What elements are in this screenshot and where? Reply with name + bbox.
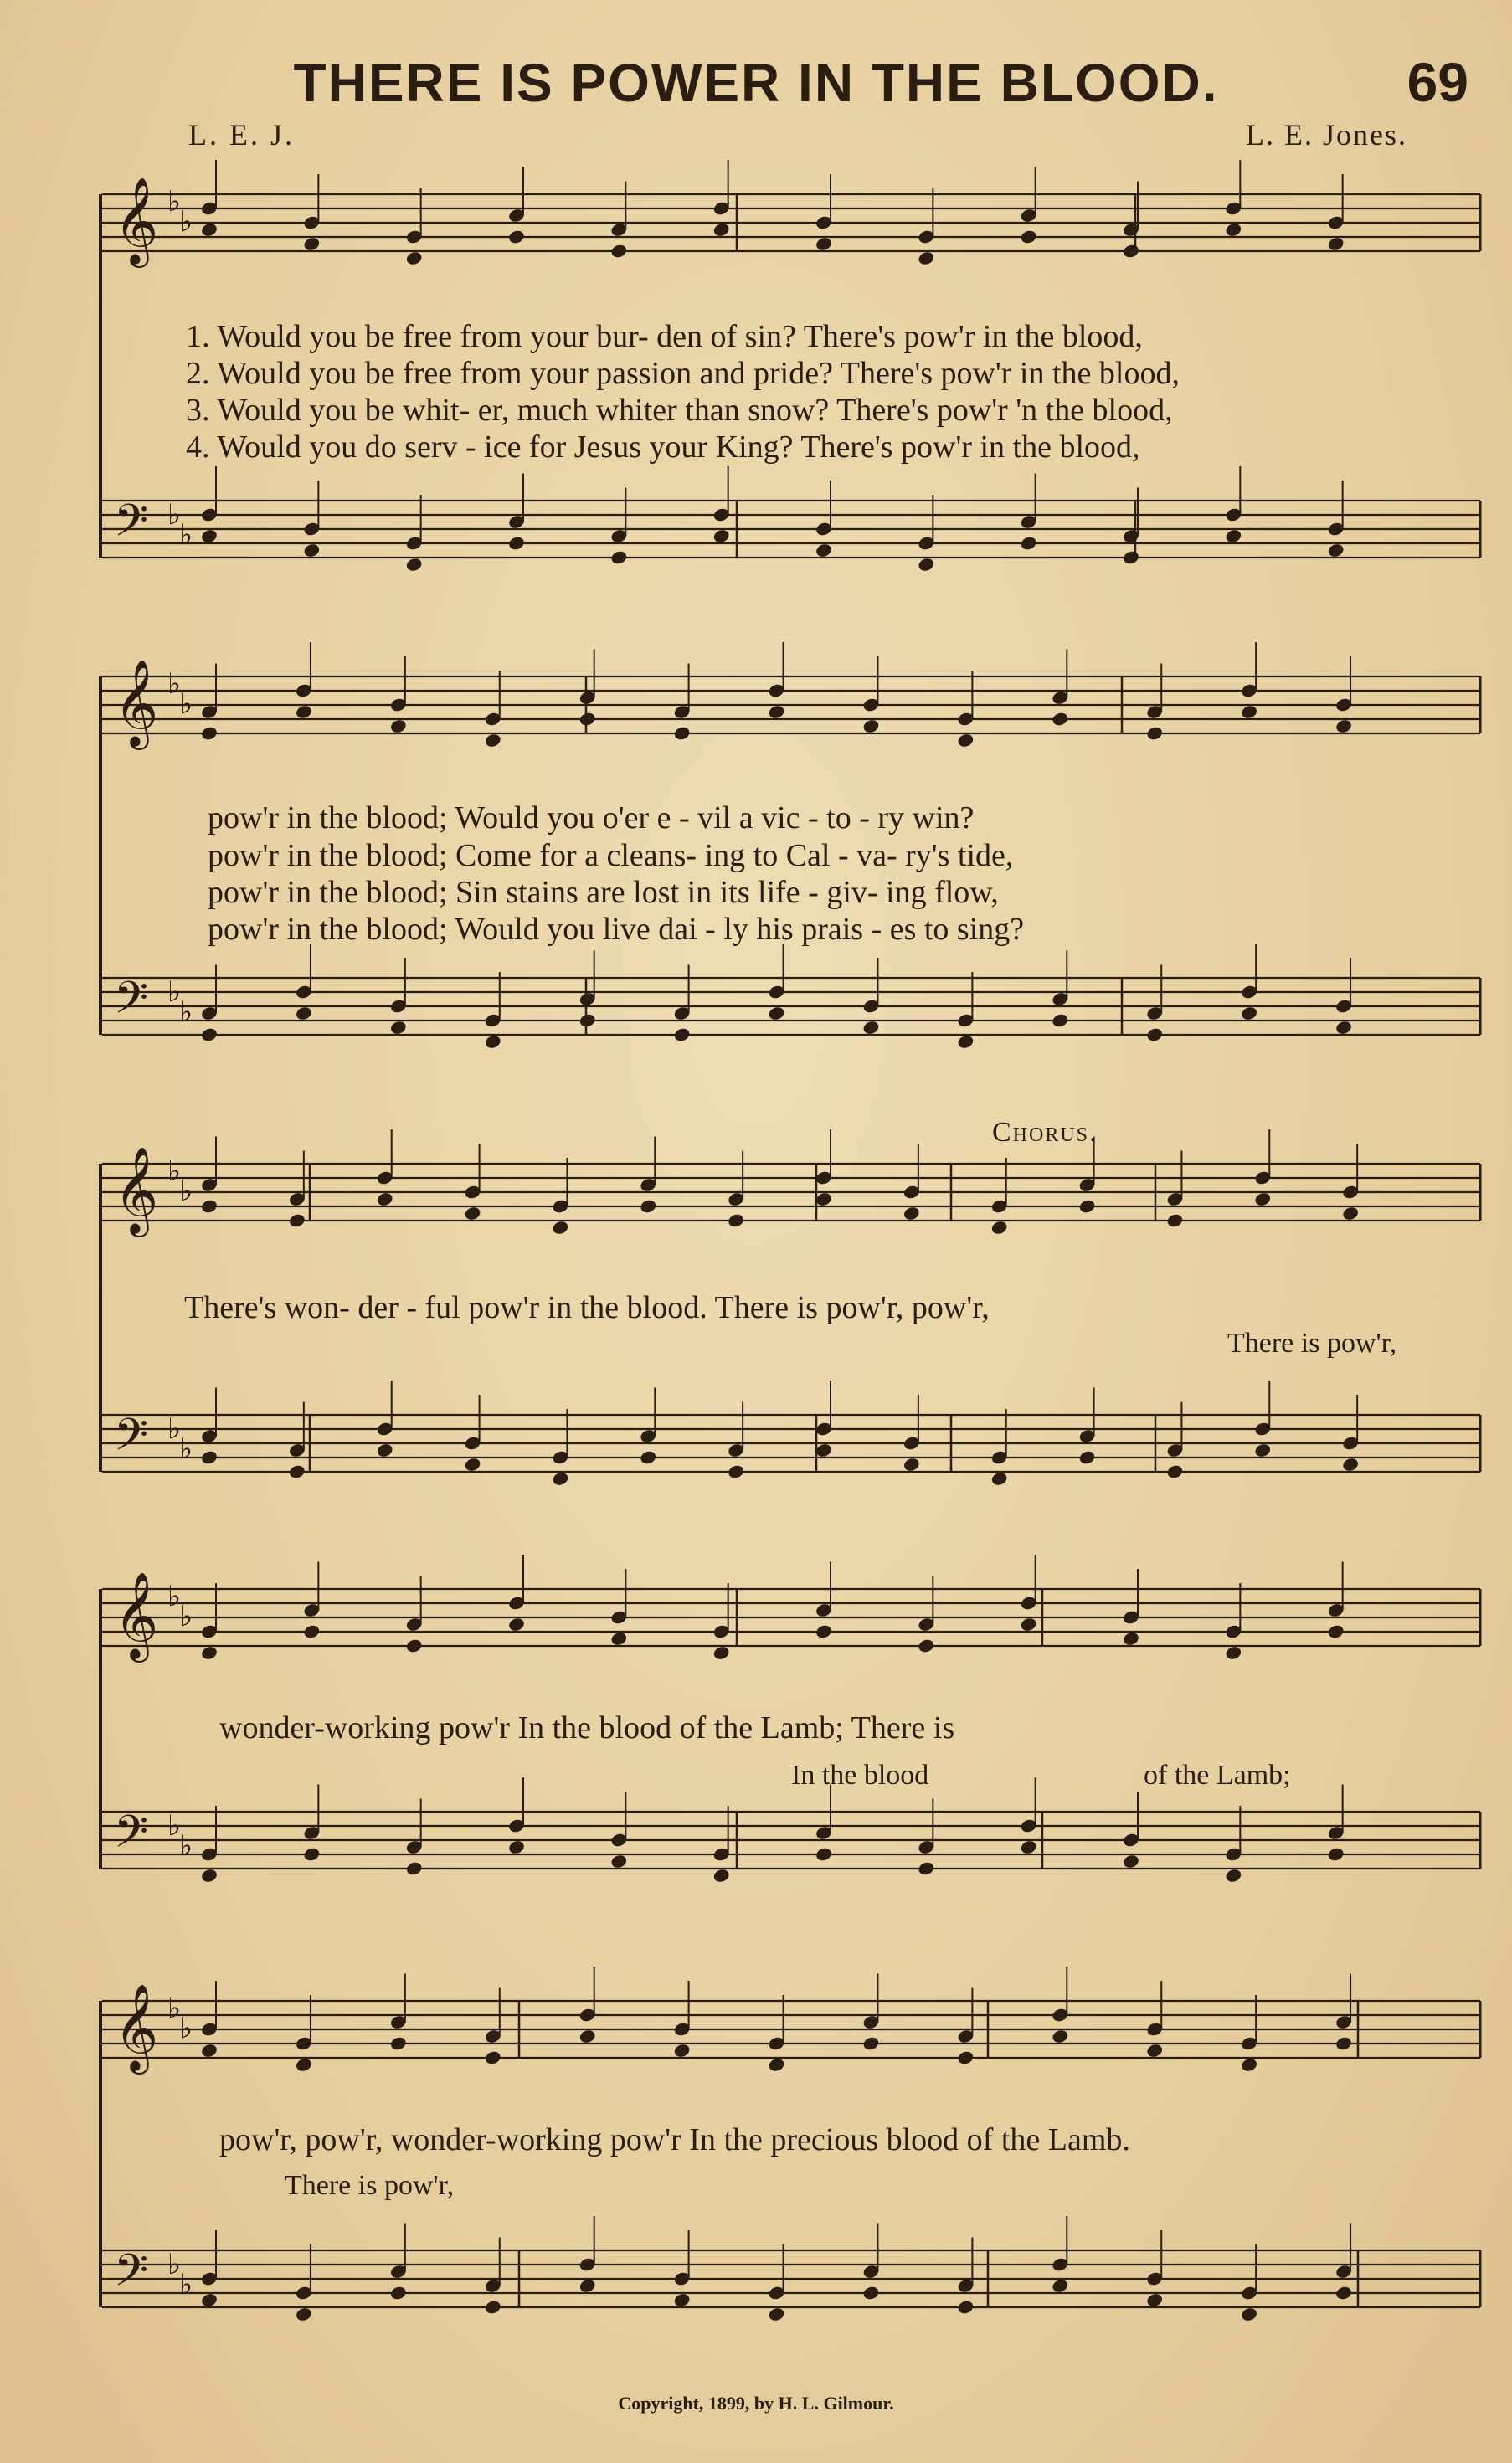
note-head [1253,1442,1272,1458]
note-head [1240,1005,1258,1021]
note-head [1240,2306,1258,2322]
note-head [1335,2035,1353,2051]
note-head [768,2057,786,2073]
note-head [200,1026,219,1042]
copyright-notice: Copyright, 1899, by H. L. Gilmour. [618,2393,894,2414]
flat-icon: ♭ [179,2012,193,2045]
chorus-lyric-1: There's won- der - ful pow'r in the blood. There is pow'r, pow'r, [184,1290,990,1325]
flat-icon: ♭ [167,975,182,1009]
note-head [1327,1623,1345,1639]
note-head [815,1623,833,1639]
note-head [1224,528,1242,544]
note-head [389,2285,408,2301]
note-head [405,1860,424,1876]
note-head [405,1638,424,1653]
note-head [1020,1617,1038,1633]
note-head [389,2035,408,2051]
note-head [673,725,692,741]
note-head [405,557,424,573]
verse-cont-1: pow'r in the blood; Would you o'er e - vil a vic - to - ry win? [208,800,975,836]
note-head [862,2285,881,2301]
note-head [712,1868,731,1884]
hymn-title: THERE IS POWER IN THE BLOOD. [293,53,1219,113]
verse-line-3: 3. Would you be whit- er, much whiter than snow? There's pow'r 'n the blood, [186,393,1173,428]
note-head [727,1212,745,1228]
chorus-echo-2b: of the Lamb; [1144,1760,1291,1791]
note-head [484,733,502,748]
flat-icon: ♭ [167,1154,182,1188]
note-head [1341,1457,1360,1473]
note-head [903,1457,921,1473]
note-head [862,718,881,734]
note-head [727,1463,745,1479]
note-head [609,243,628,259]
note-head [579,2029,597,2044]
note-head [288,1463,306,1479]
note-head [405,250,424,266]
note-head [1122,1631,1140,1647]
chorus-echo-2a: In the blood [791,1760,929,1791]
note-head [200,1645,219,1661]
flat-icon: ♭ [167,2248,182,2281]
flat-icon: ♭ [167,185,182,219]
note-head [815,1442,833,1458]
note-head [579,1012,597,1028]
note-head [673,1026,692,1042]
bass-clef-icon: 𝄢 [114,496,149,558]
note-head [1166,1463,1185,1479]
treble-clef-icon: 𝄞 [114,1571,159,1659]
note-head [768,2306,786,2322]
note-head [389,1020,408,1036]
note-head [1224,222,1242,238]
note-head [1078,1449,1097,1465]
flat-icon: ♭ [167,1809,182,1843]
note-head [815,542,833,558]
note-head [815,1846,833,1862]
note-head [1020,535,1038,551]
bass-clef-icon: 𝄢 [114,2245,149,2307]
note-head [1145,725,1164,741]
note-head [1051,711,1069,727]
note-head [903,1206,921,1221]
note-head [295,2306,313,2322]
note-head [200,2043,219,2059]
note-head [917,1860,935,1876]
note-head [288,1212,306,1228]
note-head [673,2043,692,2059]
bass-clef-icon: 𝄢 [114,973,149,1035]
note-head [1335,2285,1353,2301]
note-head [507,229,526,244]
flat-icon: ♭ [179,687,193,721]
note-head [609,549,628,565]
note-head [673,2292,692,2308]
note-head [712,222,731,238]
page-number: 69 [1407,51,1468,113]
note-head [1253,1191,1272,1207]
note-head [917,1638,935,1653]
note-head [917,557,935,573]
chorus-echo-3: There is pow'r, [285,2170,455,2201]
note-head [957,2049,975,2065]
treble-clef-icon: 𝄞 [114,1983,159,2071]
chorus-lyric-3: pow'r, pow'r, wonder-working pow'r In the precious blood of the Lamb. [219,2122,1130,2157]
note-head [376,1191,394,1207]
verse-cont-3: pow'r in the blood; Sin stains are lost in its life - giv- ing flow, [208,875,999,910]
flat-icon: ♭ [179,995,193,1029]
note-head [862,1020,881,1036]
note-head [1224,1868,1242,1884]
note-head [484,1034,502,1050]
note-head [1335,718,1353,734]
treble-clef-icon: 𝄞 [114,659,159,747]
note-head [507,1839,526,1855]
note-head [917,250,935,266]
flat-icon: ♭ [179,2268,193,2301]
note-head [768,704,786,720]
flat-icon: ♭ [179,518,193,552]
note-head [1166,1212,1185,1228]
note-head [1224,1645,1242,1661]
note-head [1145,2043,1164,2059]
note-head [1327,542,1345,558]
note-head [957,1034,975,1050]
note-head [1335,1020,1353,1036]
note-head [1327,1846,1345,1862]
note-head [957,733,975,748]
note-head [815,1191,833,1207]
note-head [712,528,731,544]
note-head [302,1846,321,1862]
note-head [507,1617,526,1633]
note-head [295,2057,313,2073]
flat-icon: ♭ [167,1412,182,1446]
flat-icon: ♭ [179,1175,193,1208]
note-head [200,222,219,238]
note-head [1122,549,1140,565]
verse-cont-4: pow'r in the blood; Would you live dai - ly his prais - es to sing? [208,912,1025,947]
flat-icon: ♭ [179,1829,193,1863]
note-head [295,704,313,720]
note-head [1240,704,1258,720]
flat-icon: ♭ [167,498,182,532]
note-head [1240,2057,1258,2073]
note-head [484,2299,502,2315]
treble-clef-icon: 𝄞 [114,1146,159,1234]
note-head [1051,2029,1069,2044]
note-head [1122,243,1140,259]
note-head [1145,2292,1164,2308]
bass-clef-icon: 𝄢 [114,1410,149,1472]
note-head [464,1457,482,1473]
verse-line-2: 2. Would you be free from your passion and pride? There's pow'r in the blood, [186,356,1180,391]
note-head [200,725,219,741]
flat-icon: ♭ [167,1580,182,1613]
note-head [376,1442,394,1458]
note-head [1122,1854,1140,1869]
note-head [768,1005,786,1021]
note-head [862,2035,881,2051]
note-head [1020,229,1038,244]
note-head [295,1005,313,1021]
note-head [990,1220,1009,1236]
note-head [200,1449,219,1465]
note-head [579,2278,597,2294]
flat-icon: ♭ [179,205,193,239]
note-head [200,1198,219,1214]
note-head [552,1471,570,1487]
note-head [639,1198,657,1214]
note-head [302,1623,321,1639]
chorus-lyric-2: wonder-working pow'r In the blood of the Lamb; There is [219,1710,955,1746]
note-head [639,1449,657,1465]
bass-clef-icon: 𝄢 [114,1807,149,1869]
note-head [1327,236,1345,252]
note-head [579,711,597,727]
treble-clef-icon: 𝄞 [114,177,159,265]
note-head [302,542,321,558]
note-head [1145,1026,1164,1042]
flat-icon: ♭ [167,667,182,701]
flat-icon: ♭ [167,1992,182,2025]
verse-line-1: 1. Would you be free from your bur- den of sin? There's pow'r in the blood, [186,319,1143,354]
note-head [200,1868,219,1884]
verse-line-4: 4. Would you do serv - ice for Jesus your King? There's pow'r in the blood, [186,429,1140,465]
note-head [815,236,833,252]
note-head [484,2049,502,2065]
composer-credit: L. E. Jones. [1246,118,1407,152]
note-head [389,718,408,734]
note-head [990,1471,1009,1487]
note-head [957,2299,975,2315]
note-head [200,528,219,544]
flat-icon: ♭ [179,1600,193,1633]
note-head [609,1631,628,1647]
note-head [609,1854,628,1869]
note-head [200,2292,219,2308]
note-head [1020,1839,1038,1855]
note-head [302,236,321,252]
lyricist-credit: L. E. J. [188,118,295,152]
note-head [1051,1012,1069,1028]
chorus-label: Chorus. [992,1117,1098,1148]
note-head [1051,2278,1069,2294]
flat-icon: ♭ [179,1432,193,1466]
note-head [464,1206,482,1221]
note-head [1078,1198,1097,1214]
chorus-echo-1: There is pow'r, [1227,1328,1397,1359]
note-head [1341,1206,1360,1221]
verse-cont-2: pow'r in the blood; Come for a cleans- ing to Cal - va- ry's tide, [208,838,1014,873]
note-head [552,1220,570,1236]
note-head [507,535,526,551]
note-head [712,1645,731,1661]
